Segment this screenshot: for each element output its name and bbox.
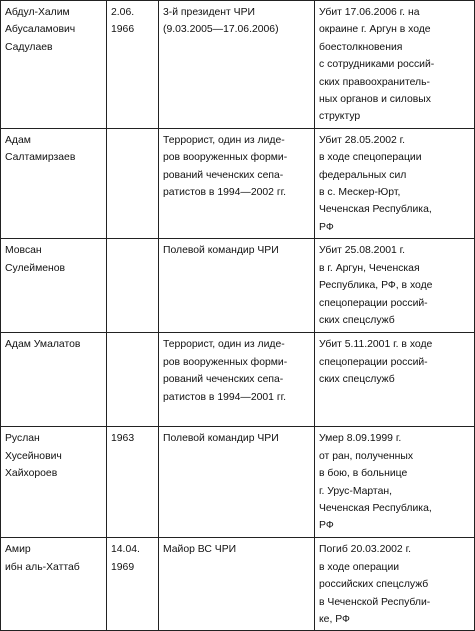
role-cell: Полевой командир ЧРИ xyxy=(159,427,315,538)
name-cell: Мовсан Сулейменов xyxy=(1,239,107,333)
name-cell: Адам Умалатов xyxy=(1,333,107,427)
name-cell: Амир ибн аль-Хаттаб xyxy=(1,538,107,631)
fate-cell: Погиб 20.03.2002 г. в ходе операции российских спецслужб в Чеченской Республи- ке, РФ xyxy=(315,538,475,631)
birth-date-cell xyxy=(107,128,159,238)
role-cell: Террорист, один из лиде- ров вооруженных форми- рований чеченских сепа- ратистов в 1994—2002 гг. xyxy=(159,128,315,238)
birth-date-cell xyxy=(107,333,159,427)
birth-date-cell: 14.04. 1969 xyxy=(107,538,159,631)
table-row xyxy=(1,1,475,129)
role-cell: Майор ВС ЧРИ xyxy=(159,538,315,631)
fate-cell: Убит 5.11.2001 г. в ходе спецоперации россий- ских спецслужб xyxy=(315,333,475,427)
table-row xyxy=(1,239,475,333)
birth-date-cell: 2.06. 1966 xyxy=(107,1,159,129)
fate-cell: Убит 25.08.2001 г. в г. Аргун, Чеченская Республика, РФ, в ходе спецоперации россий- ских спецслужб xyxy=(315,239,475,333)
fate-cell: Убит 28.05.2002 г. в ходе спецоперации федеральных сил в с. Мескер-Юрт, Чеченская Республика, РФ xyxy=(315,128,475,238)
fate-cell: Убит 17.06.2006 г. на окраине г. Аргун в ходе боестолкновения с сотрудниками россий- ских правоохранитель- ных органов и силовых структур xyxy=(315,1,475,129)
name-cell: Адам Салтамирзаев xyxy=(1,128,107,238)
table-row xyxy=(1,128,475,238)
role-cell: Террорист, один из лиде- ров вооруженных форми- рований чеченских сепа- ратистов в 1994—2001 гг. xyxy=(159,333,315,427)
birth-date-cell xyxy=(107,239,159,333)
role-cell: 3-й президент ЧРИ (9.03.2005—17.06.2006) xyxy=(159,1,315,129)
table-row xyxy=(1,538,475,631)
birth-date-cell: 1963 xyxy=(107,427,159,538)
name-cell: Абдул-Халим Абусаламович Садулаев xyxy=(1,1,107,129)
table-row xyxy=(1,333,475,427)
role-cell: Полевой командир ЧРИ xyxy=(159,239,315,333)
table-row xyxy=(1,427,475,538)
fate-cell: Умер 8.09.1999 г. от ран, полученных в бою, в больнице г. Урус-Мартан, Чеченская Республика, РФ xyxy=(315,427,475,538)
name-cell: Руслан Хусейнович Хайхороев xyxy=(1,427,107,538)
